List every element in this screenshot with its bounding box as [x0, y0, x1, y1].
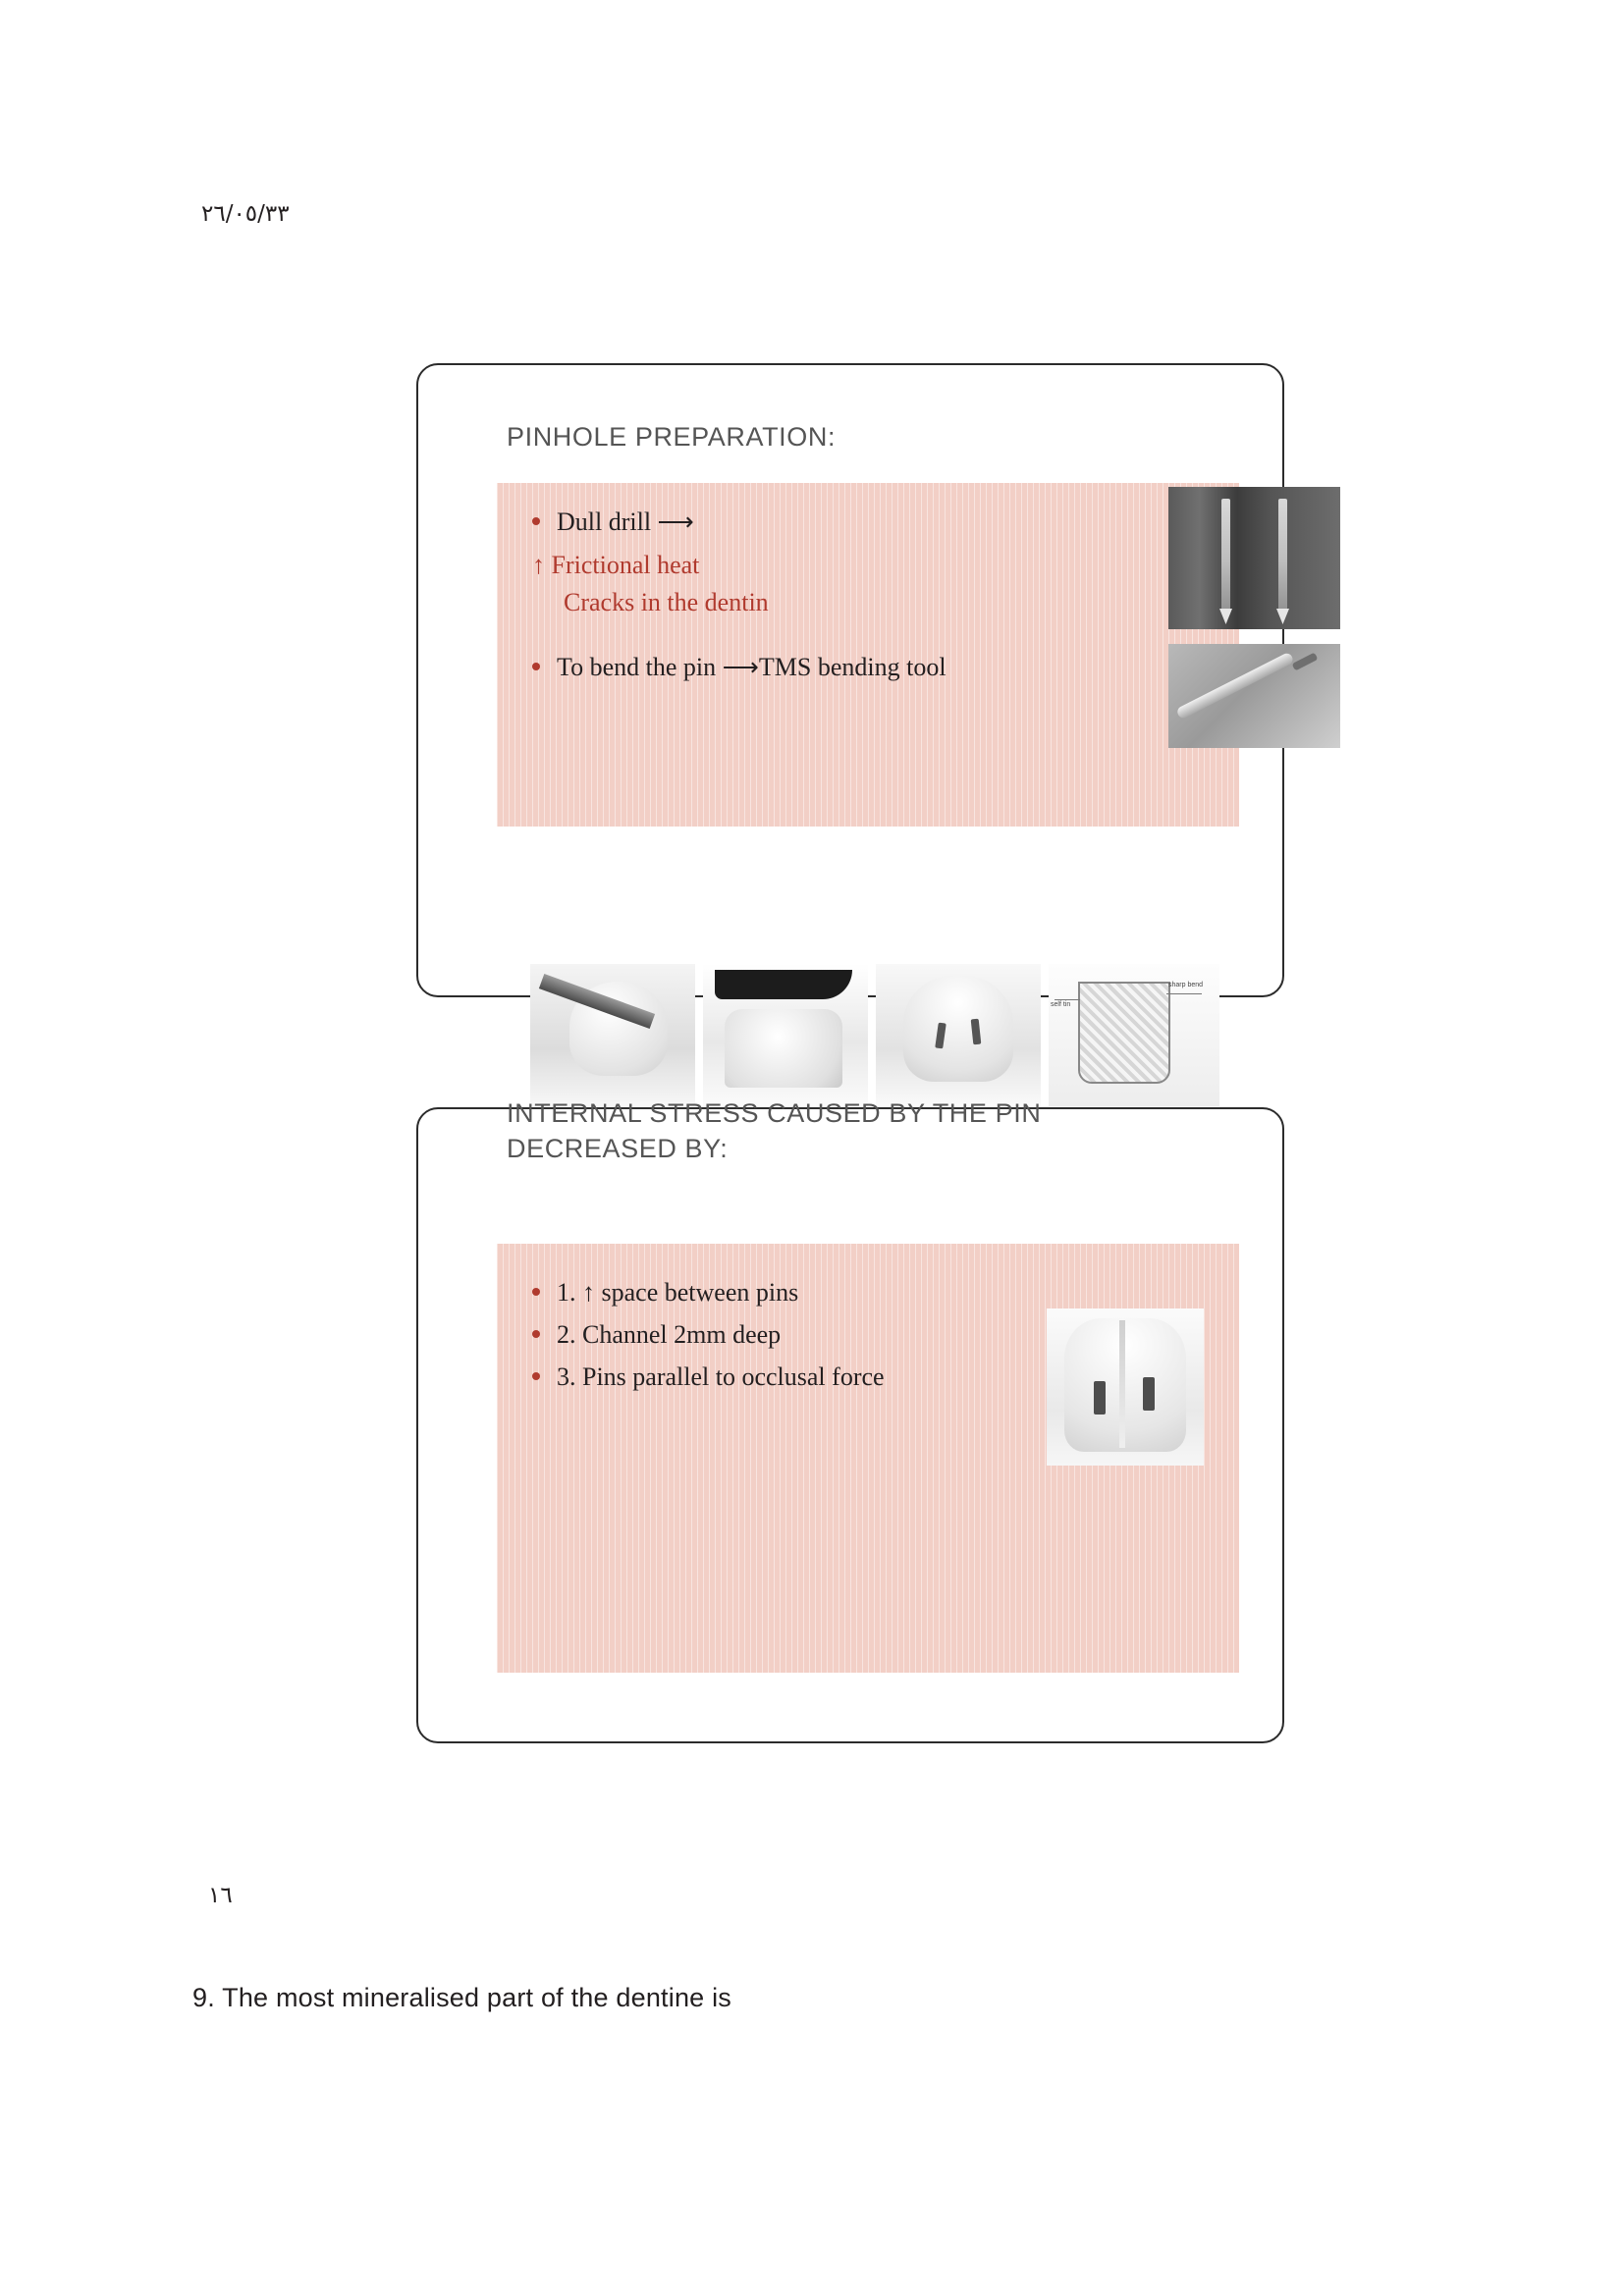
tooth-shape [725, 1009, 842, 1088]
drill-bur-icon [1278, 499, 1287, 614]
question-text: 9. The most mineralised part of the dentine is [192, 1983, 731, 2012]
slide-title: INTERNAL STRESS CAUSED BY THE PIN DECREASED BY: [507, 1098, 1042, 1164]
slide-card-internal-stress [416, 1098, 1284, 1743]
pin-slot-shape [1094, 1381, 1106, 1415]
slide-card-pinhole-preparation [416, 363, 1284, 1008]
tooth-pins-photo [876, 964, 1041, 1106]
page-number: ١٦ [208, 1883, 233, 1908]
pin-diagram-photo [1049, 964, 1219, 1106]
bullet-list [526, 1275, 1076, 1402]
drill-bur-icon [1221, 499, 1230, 614]
tms-bending-tool-photo [1168, 644, 1340, 748]
sub-line-frictional-heat: ↑ Frictional heat [532, 551, 700, 580]
tooth-pin-placement-photo [703, 964, 868, 1106]
pin-slot-shape [1143, 1377, 1155, 1411]
bullet-list [526, 505, 1017, 693]
tooth-shape [903, 976, 1013, 1082]
list-item: 1. ↑ space between pins [526, 1275, 1076, 1309]
tooth-instrument-photo [530, 964, 695, 1106]
document-header-mark: ٢٦/٠٥/٣٣ [201, 201, 290, 227]
tooth-shape [1064, 1318, 1186, 1452]
list-spacer [526, 620, 1017, 650]
tooth-cleft-shape [1119, 1320, 1125, 1448]
list-item: Dull drill ⟶ [526, 505, 1017, 539]
slide-body-panel [497, 1244, 1239, 1673]
diagram-label-left: self tin [1051, 1001, 1071, 1008]
handpiece-shape [715, 970, 852, 999]
slide-body-panel [497, 483, 1239, 1008]
list-item: 2. Channel 2mm deep [526, 1317, 1076, 1352]
drill-burs-photo [1168, 487, 1340, 629]
diagram-label-right: sharp bend [1168, 982, 1204, 988]
pin-channel-diagram-shape [1078, 982, 1170, 1084]
list-item: 3. Pins parallel to occlusal force [526, 1360, 1076, 1394]
tool-handle-shape [1175, 652, 1294, 721]
tool-tip-shape [1292, 653, 1319, 671]
leader-line [1055, 999, 1080, 1000]
slide-title: PINHOLE PREPARATION: [507, 422, 837, 452]
sub-line-cracks-in-dentin: Cracks in the dentin [564, 587, 769, 616]
list-item: To bend the pin ⟶TMS bending tool [526, 650, 1017, 684]
pins-parallel-tooth-photo [1047, 1308, 1204, 1466]
leader-line [1166, 993, 1202, 994]
